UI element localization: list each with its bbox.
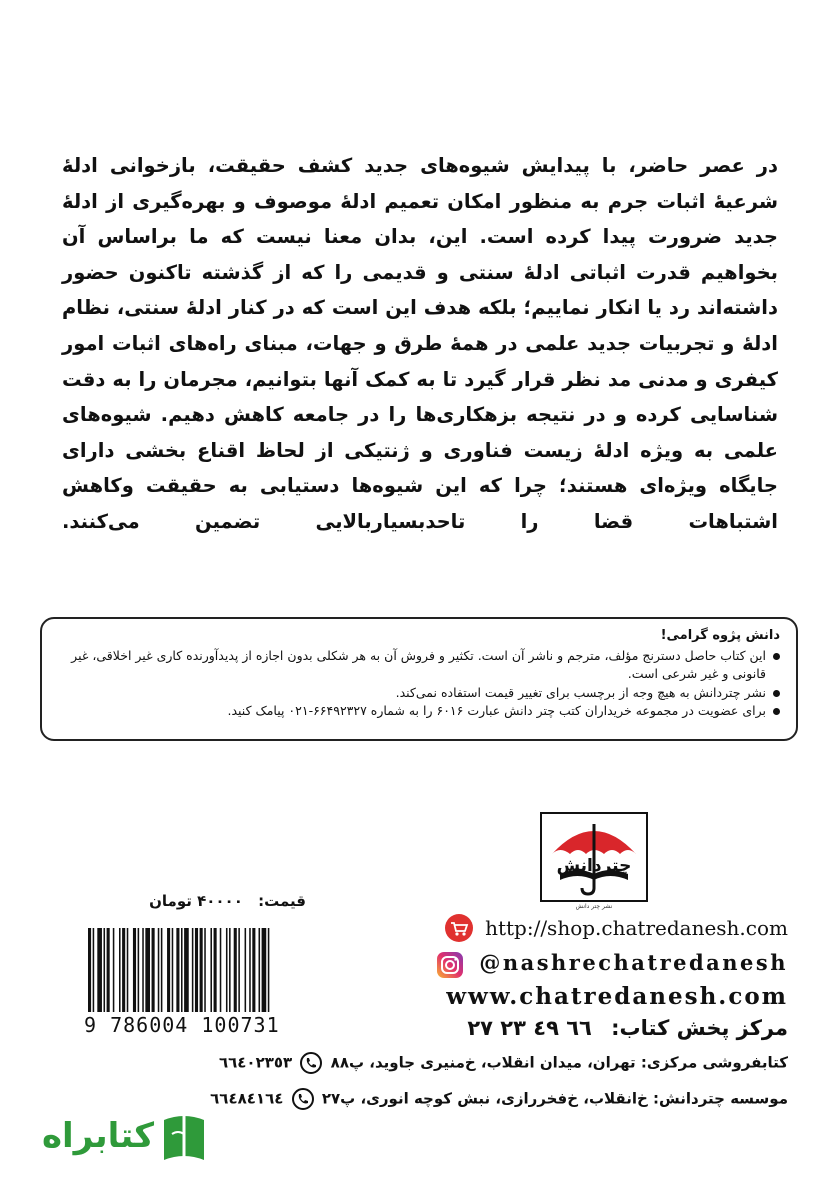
price-line (120, 892, 306, 910)
barcode (84, 928, 332, 1038)
barcode-bar (145, 928, 150, 1020)
barcode-bar (97, 928, 102, 1020)
barcode-bar (214, 928, 217, 1020)
copyright-notice-box (40, 617, 798, 741)
institute-label: موسسه چتردانش: (653, 1089, 788, 1108)
body-paragraph: در عصر حاضر، با پیدایش شیوه‌های جدید کشف حقیقت، بازخوانی ادلۀ شرعیۀ اثبات جرم به منظور امکان تعمیم ادلۀ موصوف و بهره‌گیری از ادلۀ جدید ضرورت پیدا کرده است. این، بدان معنا نیست که ما براساس آن بخواهیم قدرت اثباتی ادلۀ سنتی و قدیمی را که از گذشته تاکنون حضور داشته‌اند رد یا انکار نماییم؛ بلکه هدف این است که در کنار ادلۀ سنتی، نظام ادلۀ و تجربیات جدید علمی در همۀ طرق و جهات، مبنای راه‌های اثبات امور کیفری و مدنی مد نظر قرار گیرد تا به کمک آنها بتوانیم، مجرمان را به دقت شناسایی کرده و در نتیجه بزهکاری‌ها را در جامعه کاهش دهیم. شیوه‌های علمی به ویژه ادلۀ زیست فناوری و ژنتیکی از لحاظ اقناع بخشی دارای جایگاه ویژه‌ای هستند؛ چرا که این شیوه‌ها دستیابی به حقیقت وکاهش اشتباهات قضا را تاحدبسیاربالایی تضمین می‌کنند. (62, 154, 778, 533)
barcode-bar (238, 928, 240, 1020)
notice-item: این کتاب حاصل دسترنج مؤلف، مترجم و ناشر آن است. تکثیر و فروش آن به هر شکلی بدون اجازه از پدیدآورنده کاری غیر اخلاقی، غیر قانونی و غیر شرعی است. (56, 647, 780, 684)
barcode-bar (172, 928, 174, 1020)
ketabrah-watermark (40, 1104, 210, 1168)
distribution-center (467, 1016, 788, 1040)
price-value: ۴۰۰۰۰ تومان (149, 892, 243, 910)
barcode-bar (133, 928, 136, 1020)
instagram-icon (436, 951, 464, 979)
price-label: قیمت: (258, 892, 306, 910)
barcode-bar (184, 928, 189, 1020)
barcode-bar (158, 928, 160, 1020)
phone-icon (300, 1052, 322, 1074)
bookstore-address (219, 1052, 788, 1074)
barcode-bar (192, 928, 194, 1020)
book-icon (158, 1110, 210, 1166)
shop-url-row (445, 914, 788, 942)
barcode-digits: 9 786004 100731 (84, 1012, 332, 1038)
website-link[interactable]: www.chatredanesh.com (446, 983, 788, 1010)
barcode-bar (113, 928, 115, 1020)
shop-url-link[interactable]: http://shop.chatredanesh.com (485, 916, 788, 940)
bookstore-address-text: تهران، میدان انقلاب، خ‌منیری جاوید، پ۸۸ (330, 1053, 636, 1072)
institute-address (210, 1088, 788, 1110)
cart-icon (445, 914, 473, 942)
barcode-bar (259, 928, 261, 1020)
umbrella-logo-icon (542, 814, 646, 900)
barcode-bar (142, 928, 144, 1020)
watermark-text: کتابراه (41, 1116, 155, 1156)
phone-icon (292, 1088, 314, 1110)
distribution-label: مرکز پخش کتاب: (611, 1016, 788, 1040)
barcode-bar (127, 928, 129, 1020)
barcode-bar (152, 928, 155, 1020)
barcode-bar (122, 928, 125, 1020)
barcode-bar (245, 928, 247, 1020)
barcode-bar (204, 928, 206, 1020)
barcode-bar (138, 928, 140, 1020)
barcode-bar (229, 928, 231, 1020)
notice-list (56, 647, 780, 721)
instagram-handle[interactable]: @nashrechatredanesh (479, 950, 788, 975)
barcode-bar (161, 928, 163, 1020)
logo-text: چتردانش (556, 856, 632, 876)
barcode-bar (176, 928, 179, 1020)
barcode-bar (119, 928, 121, 1020)
barcode-bars (84, 928, 332, 1020)
distribution-number: ٦٦ ٤٩ ٢٣ ٢٧ (467, 1016, 592, 1040)
notice-title: دانش پژوه گرامی! (660, 628, 780, 643)
bookstore-label: کتابفروشی مرکزی: (640, 1053, 788, 1072)
notice-item: برای عضویت در مجموعه خریداران کتب چتر دانش عبارت ۶۰۱۶ را به شماره ۶۶۴۹۲۳۲۷-۰۲۱ پیامک کنید. (56, 702, 780, 721)
barcode-bar (226, 928, 228, 1020)
bookstore-phone: ٦٦٤٠٢٣٥٣ (218, 1053, 293, 1072)
barcode-bar (181, 928, 183, 1020)
institute-phone: ٦٦٤٨٤١٦٤ (210, 1089, 284, 1108)
barcode-bar (210, 928, 212, 1020)
institute-address-text: خ‌انقلاب، خ‌فخررازی، نبش کوچه انوری، پ۲۷ (321, 1089, 648, 1108)
body-paragraph-block (62, 148, 778, 540)
barcode-bar (93, 928, 95, 1020)
barcode-bar (195, 928, 198, 1020)
barcode-bar (220, 928, 222, 1020)
barcode-bar (107, 928, 110, 1020)
barcode-bar (234, 928, 237, 1020)
instagram-row (436, 950, 789, 979)
notice-item: نشر چتردانش به هیچ وجه از برچسب برای تغییر قیمت استفاده نمی‌کند. (56, 684, 780, 703)
website-row (446, 983, 788, 1010)
barcode-bar (262, 928, 267, 1020)
logo-caption: نشر چتر دانش (575, 903, 613, 910)
barcode-bar (88, 928, 91, 1020)
barcode-bar (104, 928, 106, 1020)
barcode-bar (167, 928, 170, 1020)
barcode-bar (252, 928, 255, 1020)
barcode-bar (268, 928, 270, 1020)
barcode-bar (249, 928, 251, 1020)
barcode-bar (200, 928, 203, 1020)
publisher-logo (540, 812, 648, 902)
